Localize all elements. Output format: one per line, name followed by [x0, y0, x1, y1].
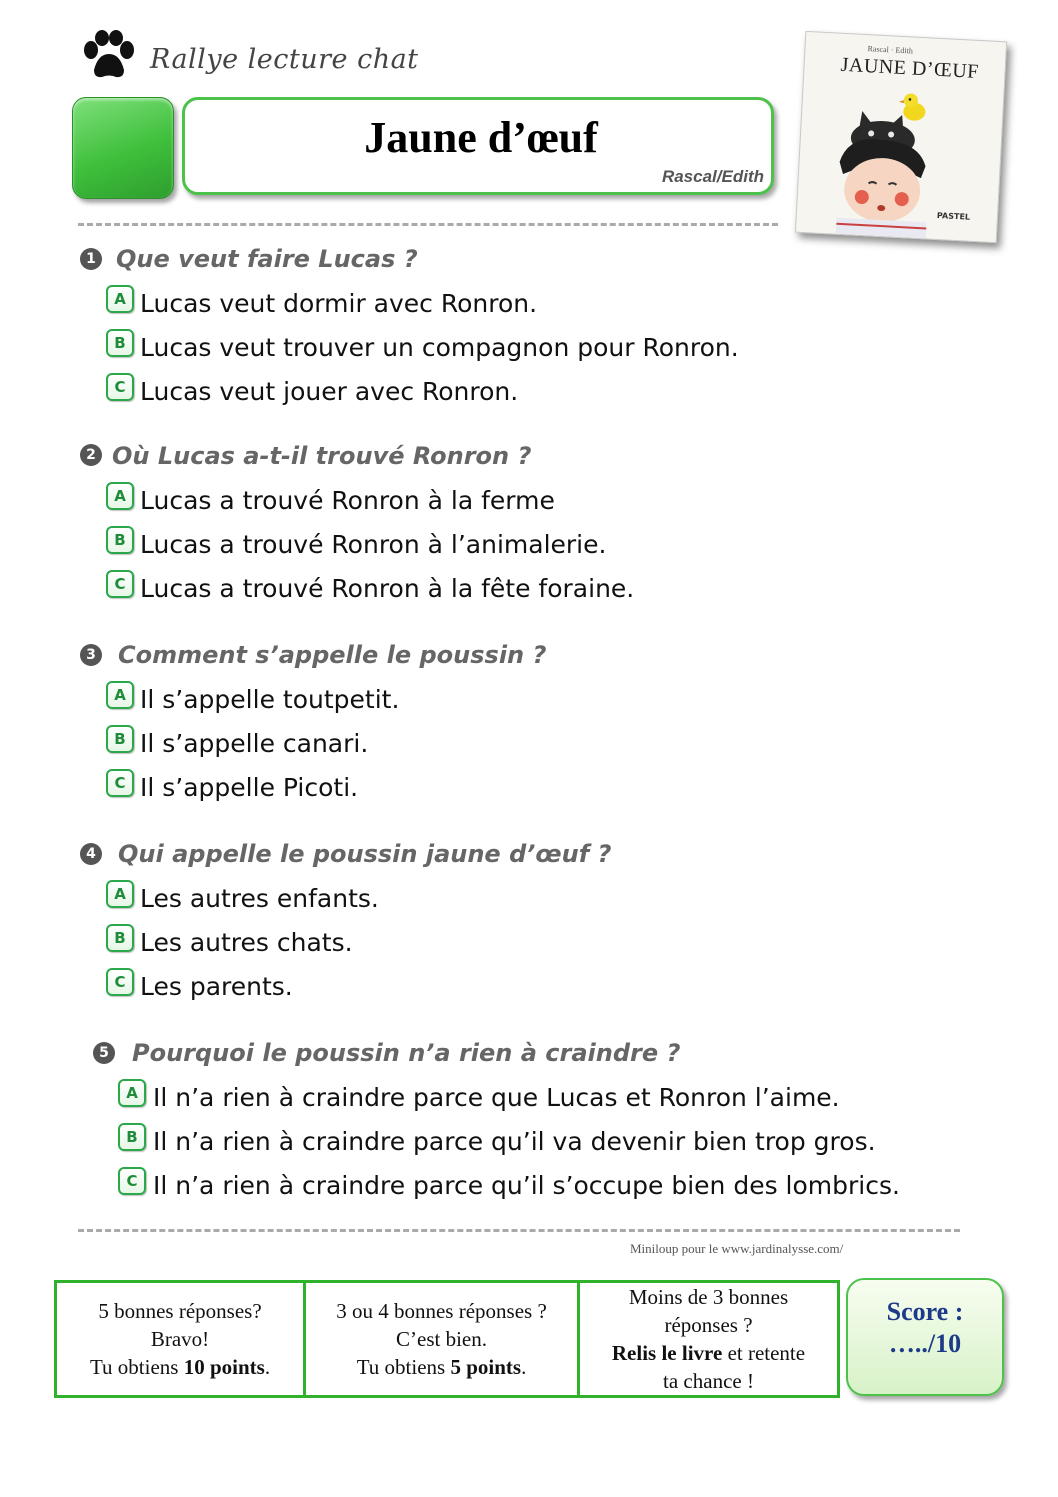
cell3-line1: Moins de 3 bonnes [628, 1285, 789, 1309]
answer-2a-badge[interactable]: A [106, 482, 134, 510]
score-label: Score : [886, 1297, 964, 1326]
cell3-line2: réponses ? [664, 1313, 753, 1337]
separator-top [78, 223, 778, 226]
answer-3a-text: Il s’appelle toutpetit. [140, 685, 400, 714]
series-label: Rallye lecture chat [150, 44, 419, 75]
cell2-line1: 3 ou 4 bonnes réponses ? [336, 1299, 547, 1323]
cover-title: JAUNE D’ŒUF [840, 53, 980, 83]
cell1-line1: 5 bonnes réponses? [98, 1299, 262, 1323]
answer-3c-text: Il s’appelle Picoti. [140, 773, 359, 802]
answer-4c-badge[interactable]: C [106, 968, 134, 996]
cell1-line3: Tu obtiens 10 points. [89, 1355, 271, 1379]
answer-4a-badge[interactable]: A [106, 880, 134, 908]
page-title: Jaune d’œuf [364, 113, 598, 162]
answer-1a-text: Lucas veut dormir avec Ronron. [140, 289, 538, 318]
paw-icon [80, 30, 136, 80]
answer-1a-badge[interactable]: A [106, 285, 134, 313]
answer-5c-badge[interactable]: C [118, 1167, 146, 1195]
cover-author: Rascal · Edith [867, 44, 914, 56]
answer-1b-badge[interactable]: B [106, 329, 134, 357]
score-cell-3-4-correct [306, 1283, 580, 1395]
answer-4b-badge[interactable]: B [106, 924, 134, 952]
score-cell-less-than-3 [580, 1283, 837, 1395]
answer-1c-text: Lucas veut jouer avec Ronron. [140, 377, 519, 406]
green-decoration-square [72, 97, 174, 199]
question-2-text: Où Lucas a-t-il trouvé Ronron ? [112, 442, 532, 470]
score-value: …../10 [888, 1329, 962, 1358]
book-author: Rascal/Edith [661, 167, 764, 186]
answer-1b-text: Lucas veut trouver un compagnon pour Ronron. [140, 333, 739, 362]
answer-5a-text: Il n’a rien à craindre parce que Lucas et Ronron l’aime. [153, 1083, 840, 1112]
separator-bottom [78, 1229, 960, 1232]
answer-2b-badge[interactable]: B [106, 526, 134, 554]
question-number-1: 1 [80, 248, 102, 270]
book-cover-image [795, 31, 1007, 243]
answer-5a-badge[interactable]: A [118, 1079, 146, 1107]
answer-5b-badge[interactable]: B [118, 1123, 146, 1151]
footer-credit: Miniloup pour le www.jardinalysse.com/ [630, 1241, 844, 1256]
answer-4b-text: Les autres chats. [140, 928, 353, 957]
question-3-text: Comment s’appelle le poussin ? [118, 641, 547, 669]
answer-2b-text: Lucas a trouvé Ronron à l’animalerie. [140, 530, 607, 559]
cell1-line2: Bravo! [150, 1327, 210, 1351]
answer-1c-badge[interactable]: C [106, 373, 134, 401]
score-cell-5-correct [57, 1283, 306, 1395]
score-table [54, 1280, 840, 1398]
score-box[interactable] [846, 1278, 1004, 1396]
question-5-text: Pourquoi le poussin n’a rien à craindre ? [132, 1039, 681, 1067]
answer-3c-badge[interactable]: C [106, 769, 134, 797]
answer-5b-text: Il n’a rien à craindre parce qu’il va devenir bien trop gros. [153, 1127, 876, 1156]
cell2-line2: C’est bien. [396, 1327, 487, 1351]
answer-2c-text: Lucas a trouvé Ronron à la fête foraine. [140, 574, 635, 603]
question-number-3: 3 [80, 644, 102, 666]
cover-illustration [796, 32, 1006, 242]
answer-2c-badge[interactable]: C [106, 570, 134, 598]
question-1-text: Que veut faire Lucas ? [116, 245, 418, 273]
cell3-line3: Relis le livre et retente [611, 1341, 806, 1365]
cell3-line4: ta chance ! [663, 1369, 754, 1393]
question-number-5: 5 [93, 1042, 115, 1064]
answer-3b-badge[interactable]: B [106, 725, 134, 753]
answer-4c-text: Les parents. [140, 972, 293, 1001]
answer-2a-text: Lucas a trouvé Ronron à la ferme [140, 486, 555, 515]
question-number-2: 2 [80, 444, 102, 466]
answer-3a-badge[interactable]: A [106, 681, 134, 709]
cover-publisher: PASTEL [936, 210, 971, 222]
cell2-line3: Tu obtiens 5 points. [356, 1355, 527, 1379]
answer-5c-text: Il n’a rien à craindre parce qu’il s’occupe bien des lombrics. [153, 1171, 900, 1200]
question-number-4: 4 [80, 843, 102, 865]
question-4-text: Qui appelle le poussin jaune d’œuf ? [118, 840, 612, 868]
answer-4a-text: Les autres enfants. [140, 884, 379, 913]
answer-3b-text: Il s’appelle canari. [140, 729, 369, 758]
